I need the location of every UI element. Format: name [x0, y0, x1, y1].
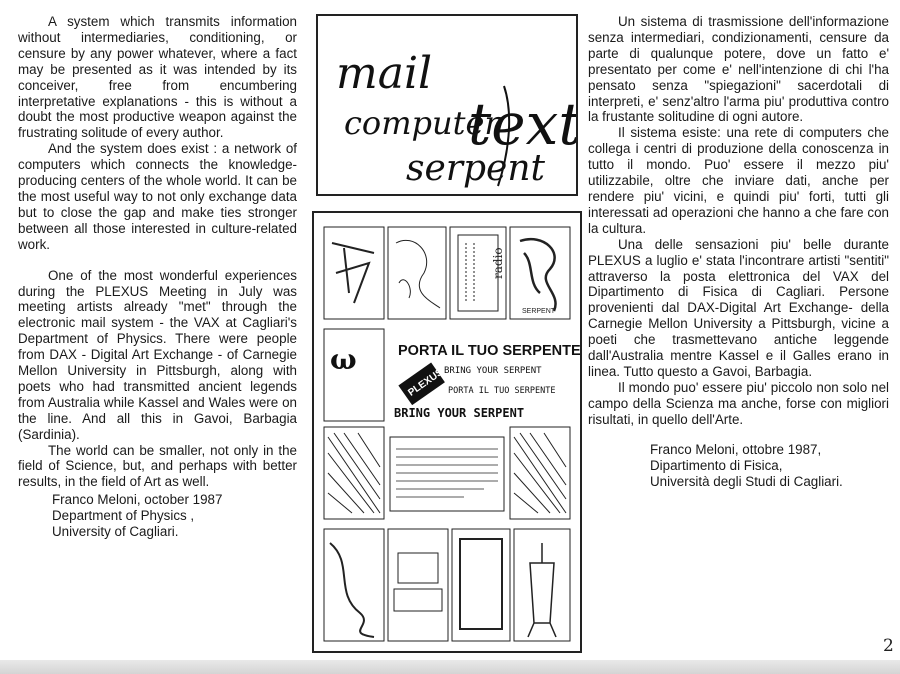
collage-sub-2: PORTA IL TUO SERPENTE — [448, 386, 556, 396]
computer-screen-shape — [398, 553, 438, 583]
italian-paragraph-4: Il mondo puo' essere piu' piccolo non solo nel campo della Scienza ma anche, forse con migliori risultati, in quello dell'Arte. — [588, 379, 889, 427]
italian-signature — [588, 442, 889, 490]
texture-lines — [514, 433, 566, 513]
serpent-label: SERPENT — [522, 308, 556, 315]
italian-paragraph-3: Una delle sensazioni piu' belle durante PLEXUS a luglio e' stata l'incontrare artisti "sentiti" attraverso la posta elettronica del VAX del Dipartimento di Fisica di Cagliari. Persone provenienti dal DAX-Digital Art Exchange- della Carnegie Mellon University a Pittsburgh, vicine a poeti che trasmettevano antiche leggende dall'Australia mentre Kassel e il Galles erano in linea. Tutto questo a Gavoi, Barbagia. — [588, 236, 889, 379]
thumbnail-computer — [388, 529, 448, 641]
title-word-computer: computer — [344, 104, 500, 142]
title-box — [316, 14, 578, 196]
italian-paragraph-1: Un sistema di trasmissione dell'informazione senza intermediari, condizionamenti, censure da parte di qualunque potere, dove un fatto e' presentato per come e' nell'intenzione di chi l'ha pensato senza "spiegazioni" sacerdotali di interpreti, e' senz'altro l'arma piu' produttiva contro la frustante solitudine di ogni autore. — [588, 14, 889, 125]
title-word-serpent: serpent — [406, 148, 545, 189]
text-panel — [390, 437, 504, 511]
english-paragraph-1: A system which transmits information without intermediaries, conditioning, or censure by any power whatever, where a fact may be presented as it was intended by its conceiver, free from encumbering interpretative explanations - this is without a doubt the most productive weapon against the frustrating solitude of every author. — [18, 14, 297, 141]
handwritten-title — [318, 16, 576, 194]
serpent-coil — [520, 239, 556, 311]
hatch-lines — [328, 433, 380, 513]
text-panel-lines — [396, 449, 498, 497]
collage-headline: PORTA IL TUO SERPENTE — [398, 343, 580, 359]
italian-paragraph-2: Il sistema esiste: una rete di computers che collega i centri di produzione della conoscenza in tutto il mondo. Puo' essere il mezzo piu' utilizzabile, oltre che inviare dati, anche per rendere piu' vicini, e quindi piu' forti, tutti gli interessati ad operazioni che hanno a che fare con la cultura. — [588, 125, 889, 236]
page-number: 2 — [883, 636, 894, 656]
english-paragraph-3: One of the most wonderful experiences during the PLEXUS Meeting in July was meeting artists already "met" through the electronic mail system - the VAX at Cagliari's Department of Physics. There were people from DAX - Digital Art Exchange - of Carnegie Mellon University in Pittsburgh, along with poets who had transmitted ancient legends from Australia while Kassel and Wales were on the line. And all this in Gavoi, Barbagia (Sardinia). — [18, 267, 297, 442]
poster-word: radio — [491, 247, 505, 279]
signature-line: Department of Physics , — [52, 508, 195, 524]
drawing-lines — [396, 240, 440, 308]
english-column — [18, 14, 297, 540]
signature-line: Università degli Studi di Cagliari. — [650, 473, 843, 489]
italian-column — [588, 14, 889, 490]
signature-line: Dipartimento di Fisica, — [650, 457, 783, 473]
poster-text-lines — [466, 243, 474, 303]
signature-line: Franco Meloni, ottobre 1987, — [650, 441, 822, 457]
bottom-band — [0, 660, 900, 674]
english-paragraph-2: And the system does exist : a network of computers which connects the knowledge-producing centers of the whole world. It can be the most useful way to not only exchange data but to close the gap and make ties stronger between all those interested in culture-related work. — [18, 141, 297, 252]
title-word-mail: mail — [336, 48, 433, 99]
collage-box — [312, 211, 582, 653]
english-signature — [18, 492, 297, 540]
plexus-badge — [398, 360, 448, 405]
letters-art: ω — [330, 343, 357, 376]
scribble-lines — [330, 543, 374, 637]
thumbnail-drawing — [388, 227, 446, 319]
english-paragraph-4: The world can be smaller, not only in the field of Science, but, and perhaps with better results, in the field of Art as well. — [18, 442, 297, 490]
figure-lines — [528, 543, 556, 637]
plexus-text: PLEXUS — [406, 366, 446, 399]
signature-line: Franco Meloni, october 1987 — [52, 492, 223, 508]
collage-artwork — [314, 213, 580, 651]
computer-keyboard-shape — [394, 589, 442, 611]
collage-sub-1: BRING YOUR SERPENT — [444, 366, 542, 376]
thumbnail-sketch — [324, 227, 384, 319]
signature-line: University of Cagliari. — [52, 524, 179, 540]
collage-sub-3: BRING YOUR SERPENT — [394, 406, 525, 420]
title-word-text: text — [468, 90, 576, 158]
sketch-lines — [332, 243, 374, 303]
ornament-frame — [460, 539, 502, 629]
